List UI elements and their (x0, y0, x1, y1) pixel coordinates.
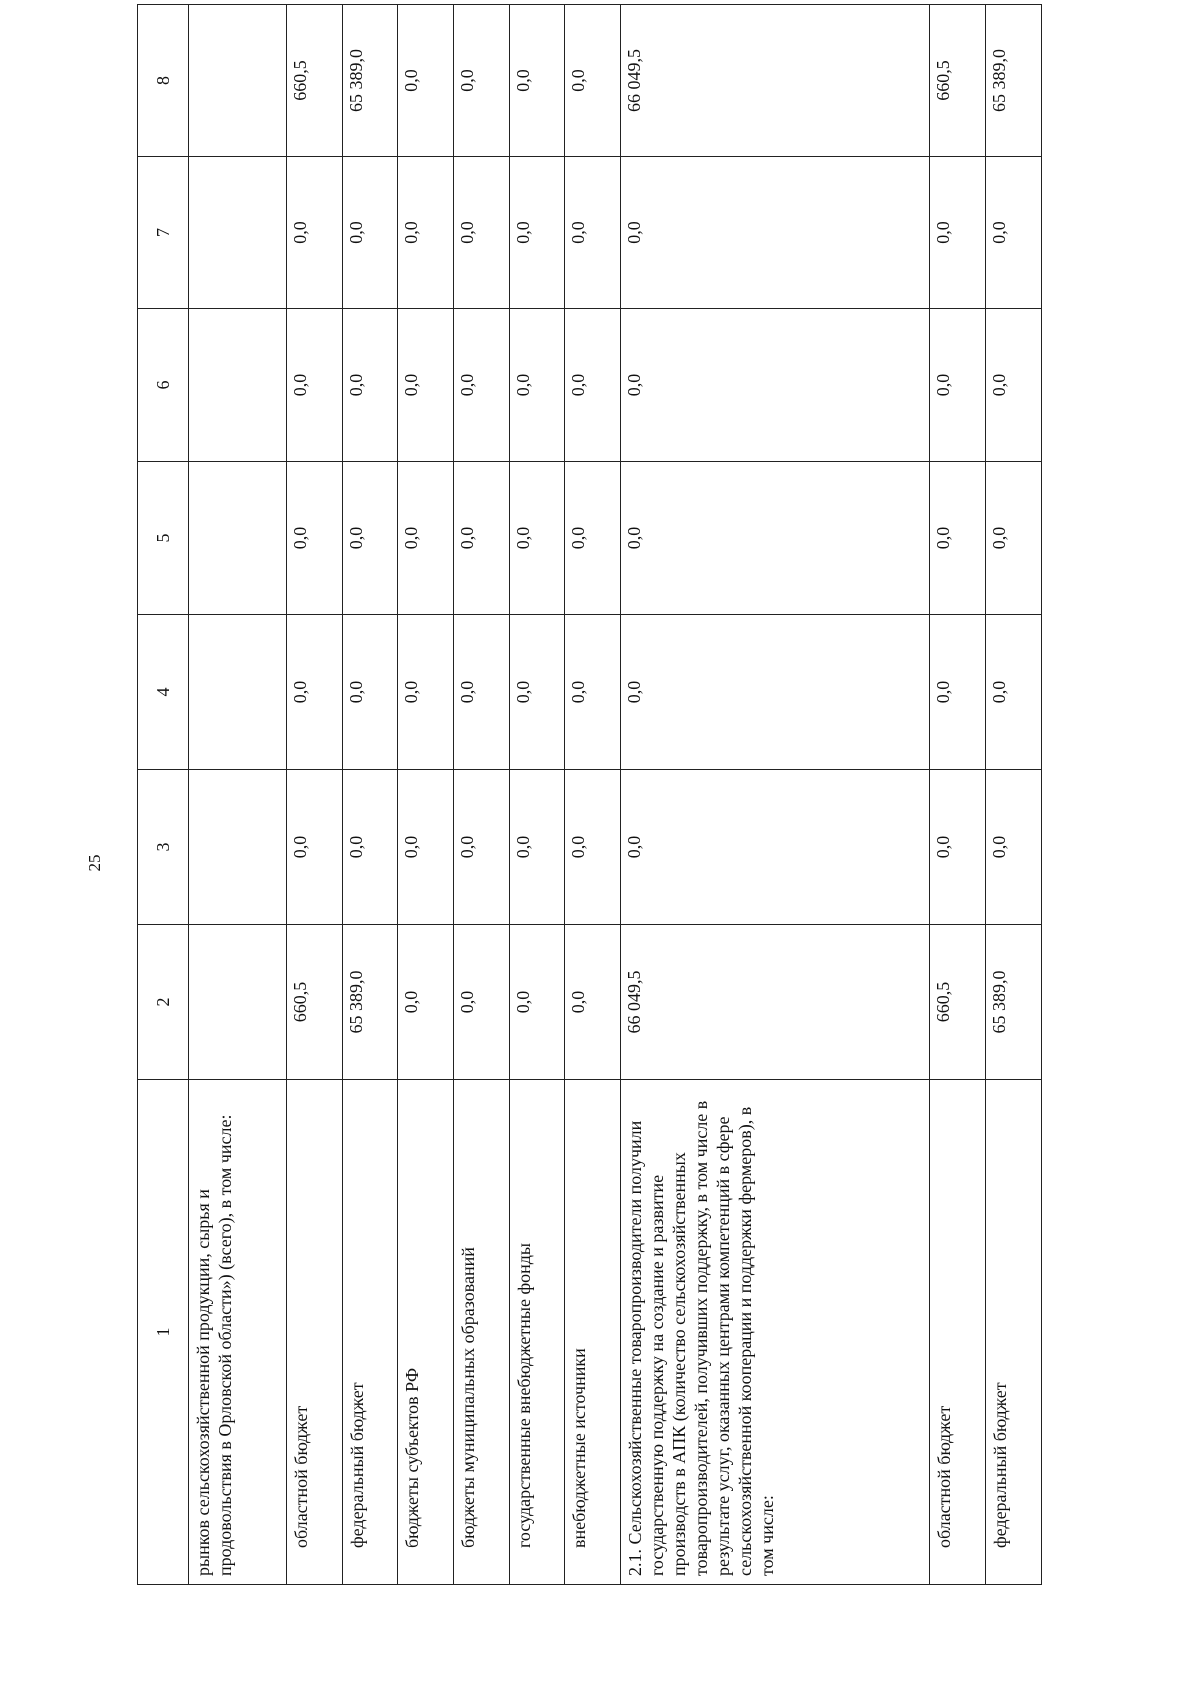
value-cell: 0,0 (509, 615, 565, 770)
value-cell: 0,0 (565, 925, 621, 1080)
value-cell: 0,0 (509, 925, 565, 1080)
row-label: бюджеты субъектов РФ (398, 1080, 454, 1585)
value-cell: 0,0 (621, 615, 930, 770)
value-cell: 0,0 (565, 157, 621, 309)
value-cell: 0,0 (565, 462, 621, 615)
value-cell: 0,0 (398, 462, 454, 615)
value-cell: 0,0 (454, 925, 510, 1080)
value-cell: 0,0 (286, 309, 342, 462)
rotated-table-container (137, 5, 1042, 1585)
table-row (565, 5, 621, 1585)
value-cell: 0,0 (621, 157, 930, 309)
value-cell: 0,0 (621, 770, 930, 925)
value-cell: 0,0 (986, 462, 1042, 615)
value-cell: 0,0 (565, 309, 621, 462)
value-cell: 0,0 (286, 615, 342, 770)
table-header-row (138, 5, 189, 1585)
table-row (398, 5, 454, 1585)
column-header: 4 (138, 615, 189, 770)
value-cell: 0,0 (342, 309, 398, 462)
value-cell: 660,5 (930, 5, 986, 157)
value-cell: 0,0 (986, 157, 1042, 309)
value-cell: 65 389,0 (986, 925, 1042, 1080)
value-cell: 0,0 (454, 5, 510, 157)
value-cell: 0,0 (454, 309, 510, 462)
value-cell: 0,0 (454, 615, 510, 770)
value-cell: 660,5 (286, 5, 342, 157)
value-cell: 0,0 (342, 462, 398, 615)
value-cell: 66 049,5 (621, 925, 930, 1080)
value-cell: 0,0 (398, 157, 454, 309)
page-number: 25 (85, 854, 104, 872)
table-row (621, 5, 930, 1585)
value-cell: 0,0 (565, 770, 621, 925)
table-row (189, 5, 287, 1585)
row-label: областной бюджет (930, 1080, 986, 1585)
value-cell: 0,0 (454, 770, 510, 925)
value-cell: 0,0 (509, 462, 565, 615)
value-cell: 0,0 (986, 770, 1042, 925)
value-cell: 0,0 (342, 770, 398, 925)
value-cell: 0,0 (398, 5, 454, 157)
value-cell: 0,0 (454, 462, 510, 615)
column-header: 6 (138, 309, 189, 462)
value-cell: 0,0 (398, 309, 454, 462)
value-cell: 0,0 (509, 157, 565, 309)
column-header: 8 (138, 5, 189, 157)
value-cell (189, 309, 287, 462)
table-row (342, 5, 398, 1585)
table-row (509, 5, 565, 1585)
value-cell: 0,0 (286, 157, 342, 309)
value-cell (189, 615, 287, 770)
value-cell: 0,0 (286, 770, 342, 925)
row-label: федеральный бюджет (986, 1080, 1042, 1585)
row-label: 2.1. Сельскохозяйственные товаропроизводители получили государственную поддержку на создание и развитие производств в АПК (количество сельскохозяйственных товаропроизводителей, получивших поддержку, в том числе в результате услуг, оказанных центрами компетенций в сфере сельскохозяйственной кооперации и поддержки фермеров), в том числе: (621, 1080, 930, 1585)
column-header: 7 (138, 157, 189, 309)
row-label: рынков сельскохозяйственной продукции, сырья и продовольствия в Орловской области») (всего), в том числе: (189, 1080, 287, 1585)
value-cell: 0,0 (398, 925, 454, 1080)
value-cell: 0,0 (930, 157, 986, 309)
table-row (986, 5, 1042, 1585)
value-cell: 0,0 (621, 309, 930, 462)
value-cell: 0,0 (454, 157, 510, 309)
value-cell (189, 462, 287, 615)
value-cell: 0,0 (930, 770, 986, 925)
value-cell: 0,0 (621, 462, 930, 615)
value-cell: 660,5 (286, 925, 342, 1080)
value-cell: 0,0 (342, 615, 398, 770)
value-cell: 66 049,5 (621, 5, 930, 157)
value-cell: 0,0 (398, 770, 454, 925)
value-cell (189, 925, 287, 1080)
column-header: 2 (138, 925, 189, 1080)
value-cell: 65 389,0 (986, 5, 1042, 157)
column-header: 1 (138, 1080, 189, 1585)
row-label: внебюджетные источники (565, 1080, 621, 1585)
row-label: федеральный бюджет (342, 1080, 398, 1585)
value-cell: 65 389,0 (342, 5, 398, 157)
row-label: бюджеты муниципальных образований (454, 1080, 510, 1585)
value-cell: 0,0 (286, 462, 342, 615)
value-cell (189, 770, 287, 925)
value-cell: 0,0 (930, 309, 986, 462)
value-cell: 0,0 (565, 615, 621, 770)
value-cell: 65 389,0 (342, 925, 398, 1080)
table-row (286, 5, 342, 1585)
value-cell: 0,0 (565, 5, 621, 157)
table-body (189, 5, 1042, 1585)
row-label: областной бюджет (286, 1080, 342, 1585)
table-row (930, 5, 986, 1585)
value-cell: 0,0 (930, 462, 986, 615)
value-cell: 0,0 (509, 770, 565, 925)
column-header: 5 (138, 462, 189, 615)
value-cell: 0,0 (398, 615, 454, 770)
budget-table (137, 4, 1042, 1585)
value-cell: 0,0 (342, 157, 398, 309)
value-cell: 0,0 (509, 5, 565, 157)
value-cell: 660,5 (930, 925, 986, 1080)
value-cell: 0,0 (986, 309, 1042, 462)
table-row (454, 5, 510, 1585)
column-header: 3 (138, 770, 189, 925)
value-cell: 0,0 (986, 615, 1042, 770)
value-cell: 0,0 (930, 615, 986, 770)
value-cell (189, 157, 287, 309)
value-cell (189, 5, 287, 157)
value-cell: 0,0 (509, 309, 565, 462)
row-label: государственные внебюджетные фонды (509, 1080, 565, 1585)
